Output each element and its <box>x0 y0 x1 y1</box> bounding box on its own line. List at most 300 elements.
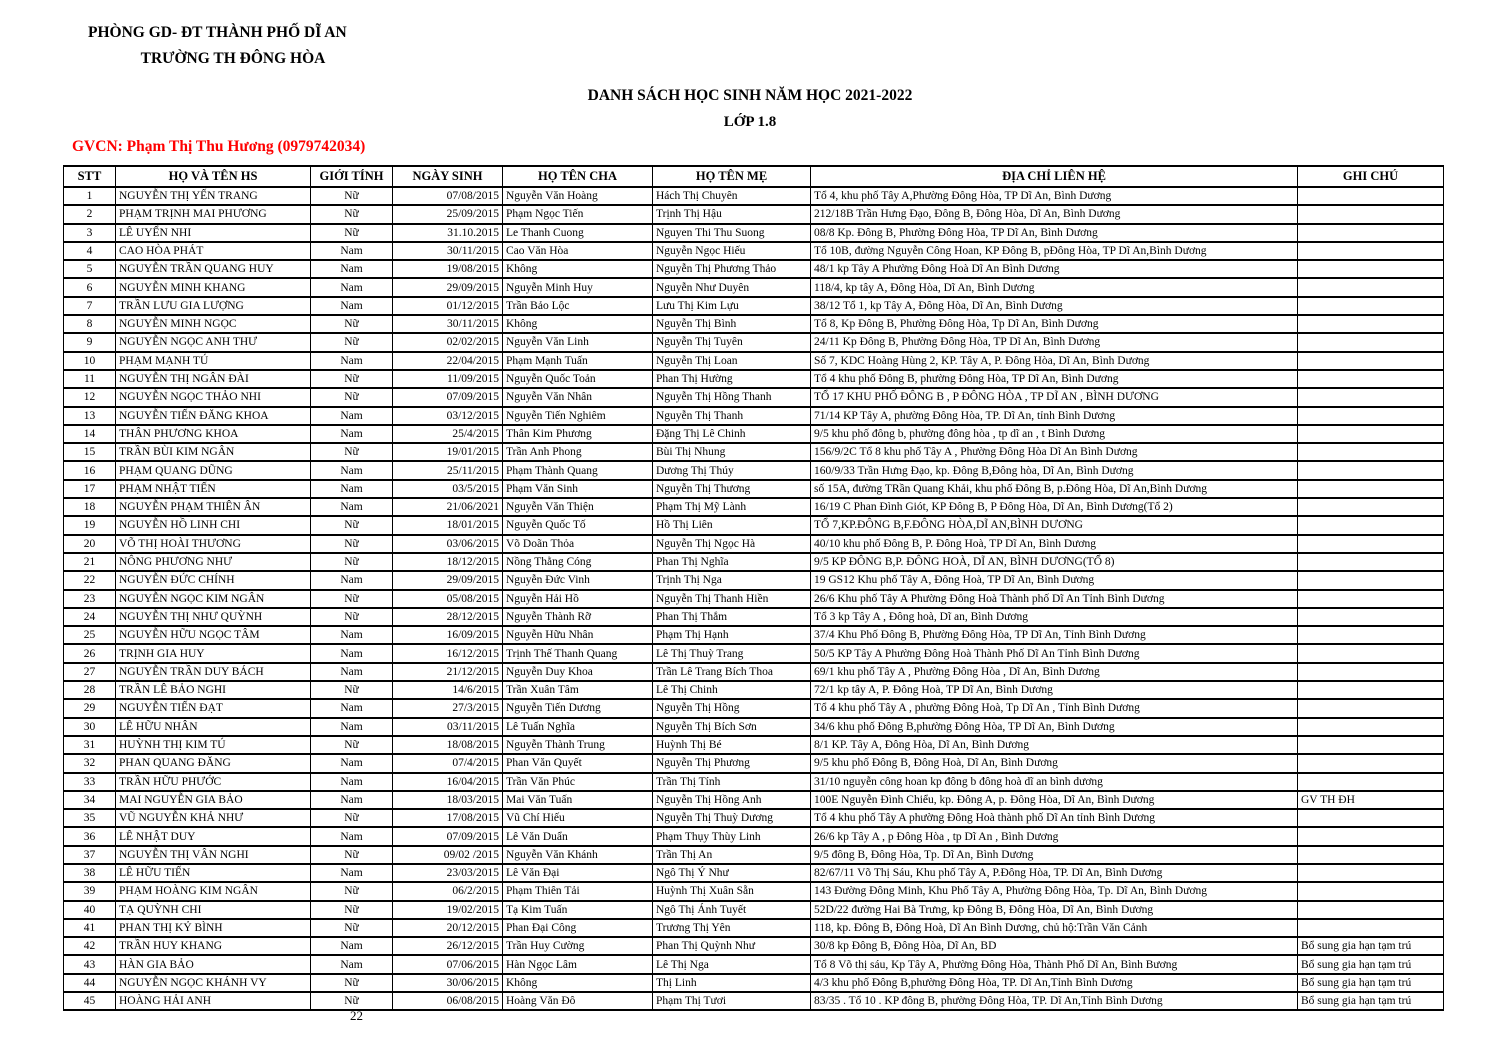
cell-student-name: NGUYỄN THỊ YẾN TRANG <box>116 187 311 205</box>
table-row <box>64 773 1444 791</box>
cell-address: 72/1 kp tây A, P. Đông Hoà, TP Dĩ An, Bình Dương <box>811 681 1298 699</box>
cell-address: 26/6 Khu phố Tây A Phường Đông Hoà Thành phố Dĩ An Tỉnh Bình Dương <box>811 590 1298 608</box>
cell-address: 4/3 khu phố Đông B,phường Đông Hòa, TP. Dĩ An,Tỉnh Bình Dương <box>811 974 1298 992</box>
cell-father-name: Hàn Ngọc Lâm <box>503 955 653 973</box>
cell-father-name: Phan Văn Quyết <box>503 754 653 772</box>
column-header-father-name: HỌ TÊN CHA <box>503 166 653 187</box>
cell-birthdate: 28/12/2015 <box>393 608 503 626</box>
cell-stt: 25 <box>64 626 116 644</box>
cell-note <box>1298 846 1444 864</box>
document-title: DANH SÁCH HỌC SINH NĂM HỌC 2021-2022 <box>587 87 913 104</box>
cell-mother-name: Phan Thị Nghĩa <box>653 553 811 571</box>
cell-birthdate: 17/08/2015 <box>393 809 503 827</box>
column-header-birthdate: NGÀY SINH <box>393 166 503 187</box>
cell-mother-name: Nguyễn Thị Thanh <box>653 407 811 425</box>
cell-address: Tổ 4, khu phố Tây A,Phường Đông Hòa, TP Dĩ An, Bình Dương <box>811 187 1298 205</box>
cell-note <box>1298 443 1444 461</box>
cell-father-name: Phạm Mạnh Tuấn <box>503 352 653 370</box>
cell-mother-name: Thị Linh <box>653 974 811 992</box>
cell-address: 83/35 . Tổ 10 . KP đông B, phường Đông Hòa, TP. Dĩ An,Tỉnh Bình Dương <box>811 992 1298 1010</box>
cell-note <box>1298 644 1444 662</box>
cell-father-name: Trần Anh Phong <box>503 443 653 461</box>
student-list-table <box>63 165 1444 1011</box>
cell-stt: 23 <box>64 590 116 608</box>
cell-stt: 36 <box>64 827 116 845</box>
cell-gender: Nam <box>311 352 393 370</box>
cell-address: 52D/22 đường Hai Bà Trưng, kp Đông B, Đông Hòa, Dĩ An, Bình Dương <box>811 901 1298 919</box>
cell-birthdate: 07/06/2015 <box>393 955 503 973</box>
cell-address: 69/1 khu phố Tây A , Phường Đông Hòa , Dĩ An, Bình Dương <box>811 663 1298 681</box>
cell-father-name: Nguyễn Thành Trung <box>503 736 653 754</box>
cell-mother-name: Nguyen Thi Thu Suong <box>653 224 811 242</box>
cell-birthdate: 25/11/2015 <box>393 461 503 479</box>
cell-stt: 32 <box>64 754 116 772</box>
cell-gender: Nam <box>311 297 393 315</box>
cell-address: 24/11 Kp Đông B, Phường Đông Hòa, TP Dĩ An, Bình Dương <box>811 333 1298 351</box>
cell-birthdate: 07/09/2015 <box>393 388 503 406</box>
cell-mother-name: Phan Thị Thắm <box>653 608 811 626</box>
cell-gender: Nữ <box>311 553 393 571</box>
cell-mother-name: Nguyễn Thị Hồng <box>653 699 811 717</box>
column-header-student-name: HỌ VÀ TÊN HS <box>116 166 311 187</box>
cell-note <box>1298 516 1444 534</box>
cell-gender: Nam <box>311 480 393 498</box>
cell-mother-name: Nguyễn Thị Tuyên <box>653 333 811 351</box>
cell-student-name: NGUYỄN NGỌC THẢO NHI <box>116 388 311 406</box>
table-row <box>64 224 1444 242</box>
cell-mother-name: Trịnh Thị Hậu <box>653 205 811 223</box>
cell-stt: 35 <box>64 809 116 827</box>
cell-stt: 31 <box>64 736 116 754</box>
cell-address: 156/9/2C Tổ 8 khu phố Tây A , Phường Đông Hòa Dĩ An Bình Dương <box>811 443 1298 461</box>
table-row <box>64 626 1444 644</box>
cell-student-name: NGUYỄN TRẦN QUANG HUY <box>116 260 311 278</box>
cell-gender: Nữ <box>311 608 393 626</box>
cell-address: 160/9/33 Trần Hưng Đạo, kp. Đông B,Đông hòa, Dĩ An, Bình Dương <box>811 461 1298 479</box>
cell-birthdate: 19/08/2015 <box>393 260 503 278</box>
document-title-block <box>0 88 1500 130</box>
cell-mother-name: Phan Thị Quỳnh Như <box>653 937 811 955</box>
cell-mother-name: Nguyễn Thị Thanh Hiền <box>653 590 811 608</box>
cell-father-name: Nguyễn Hữu Nhân <box>503 626 653 644</box>
cell-mother-name: Nguyễn Thị Thương <box>653 480 811 498</box>
cell-birthdate: 07/08/2015 <box>393 187 503 205</box>
cell-birthdate: 14/6/2015 <box>393 681 503 699</box>
cell-father-name: Nguyễn Hải Hồ <box>503 590 653 608</box>
cell-address: 30/8 kp Đông B, Đông Hòa, Dĩ An, BD <box>811 937 1298 955</box>
cell-stt: 17 <box>64 480 116 498</box>
cell-note <box>1298 388 1444 406</box>
table-row <box>64 535 1444 553</box>
table-row <box>64 461 1444 479</box>
cell-gender: Nam <box>311 242 393 260</box>
cell-note <box>1298 480 1444 498</box>
table-row <box>64 846 1444 864</box>
cell-student-name: NGUYỄN THỊ NHƯ QUỲNH <box>116 608 311 626</box>
cell-gender: Nữ <box>311 974 393 992</box>
cell-note <box>1298 425 1444 443</box>
table-row <box>64 498 1444 516</box>
cell-mother-name: Nguyễn Ngọc Hiếu <box>653 242 811 260</box>
cell-student-name: PHẠM TRỊNH MAI PHƯƠNG <box>116 205 311 223</box>
cell-address: TỔ 7,KP.ĐÔNG B,F.ĐÔNG HÒA,DĨ AN,BÌNH DƯƠNG <box>811 516 1298 534</box>
table-row <box>64 480 1444 498</box>
cell-birthdate: 07/09/2015 <box>393 827 503 845</box>
cell-stt: 5 <box>64 260 116 278</box>
cell-student-name: PHAN QUANG ĐĂNG <box>116 754 311 772</box>
cell-note <box>1298 461 1444 479</box>
cell-student-name: TRỊNH GIA HUY <box>116 644 311 662</box>
cell-mother-name: Đặng Thị Lê Chinh <box>653 425 811 443</box>
cell-birthdate: 03/06/2015 <box>393 535 503 553</box>
cell-father-name: Tạ Kim Tuấn <box>503 901 653 919</box>
cell-gender: Nữ <box>311 919 393 937</box>
cell-address: 38/12 Tổ 1, kp Tây A, Đông Hòa, Dĩ An, Bình Dương <box>811 297 1298 315</box>
cell-address: 50/5 KP Tây A Phường Đông Hoà Thành Phố Dĩ An Tỉnh Bình Dương <box>811 644 1298 662</box>
cell-note <box>1298 864 1444 882</box>
cell-stt: 26 <box>64 644 116 662</box>
cell-gender: Nữ <box>311 992 393 1010</box>
cell-father-name: Không <box>503 974 653 992</box>
cell-address: 9/5 khu phố Đông B, Đông Hoà, Dĩ An, Bình Dương <box>811 754 1298 772</box>
cell-father-name: Không <box>503 260 653 278</box>
table-header-row <box>64 166 1444 187</box>
cell-mother-name: Nguyễn Thị Bình <box>653 315 811 333</box>
cell-father-name: Không <box>503 315 653 333</box>
cell-stt: 20 <box>64 535 116 553</box>
cell-student-name: TRẦN BÙI KIM NGÂN <box>116 443 311 461</box>
cell-mother-name: Phan Thị Hường <box>653 370 811 388</box>
cell-address: 8/1 KP. Tây A, Đông Hòa, Dĩ An, Bình Dương <box>811 736 1298 754</box>
cell-address: Tổ 4 khu phố Tây A phường Đông Hoà thành phố Dĩ An tỉnh Bình Dương <box>811 809 1298 827</box>
cell-stt: 39 <box>64 882 116 900</box>
cell-address: Tổ 8, Kp Đông B, Phường Đông Hòa, Tp Dĩ An, Bình Dương <box>811 315 1298 333</box>
table-row <box>64 864 1444 882</box>
cell-student-name: NGUYỄN TIẾN ĐĂNG KHOA <box>116 407 311 425</box>
column-header-address: ĐỊA CHỈ LIÊN HỆ <box>811 166 1298 187</box>
cell-student-name: LÊ HỮU TIẾN <box>116 864 311 882</box>
table-row <box>64 297 1444 315</box>
cell-note <box>1298 407 1444 425</box>
cell-birthdate: 19/02/2015 <box>393 901 503 919</box>
cell-note <box>1298 571 1444 589</box>
cell-gender: Nam <box>311 718 393 736</box>
cell-birthdate: 30/06/2015 <box>393 974 503 992</box>
table-row <box>64 736 1444 754</box>
cell-address: 08/8 Kp. Đông B, Phường Đông Hòa, TP Dĩ An, Bình Dương <box>811 224 1298 242</box>
cell-father-name: Lê Văn Duẩn <box>503 827 653 845</box>
table-row <box>64 516 1444 534</box>
cell-mother-name: Ngô Thị Ý Như <box>653 864 811 882</box>
cell-student-name: PHẠM MẠNH TÚ <box>116 352 311 370</box>
cell-gender: Nam <box>311 407 393 425</box>
cell-mother-name: Phạm Thị Hạnh <box>653 626 811 644</box>
cell-stt: 40 <box>64 901 116 919</box>
cell-birthdate: 03/11/2015 <box>393 718 503 736</box>
cell-gender: Nữ <box>311 535 393 553</box>
cell-mother-name: Huỳnh Thị Bé <box>653 736 811 754</box>
cell-address: 16/19 C Phan Đình Giót, KP Đông B, P Đông Hòa, Dĩ An, Bình Dương(Tổ 2) <box>811 498 1298 516</box>
cell-stt: 24 <box>64 608 116 626</box>
cell-student-name: HOÀNG HẢI ANH <box>116 992 311 1010</box>
cell-birthdate: 01/12/2015 <box>393 297 503 315</box>
cell-father-name: Phạm Văn Sinh <box>503 480 653 498</box>
cell-note <box>1298 773 1444 791</box>
cell-birthdate: 30/11/2015 <box>393 315 503 333</box>
table-row <box>64 407 1444 425</box>
cell-note <box>1298 827 1444 845</box>
table-row <box>64 955 1444 973</box>
school-name: TRƯỜNG TH ĐÔNG HÒA <box>140 50 326 68</box>
cell-address: TỔ 17 KHU PHỐ ĐÔNG B , P ĐÔNG HÒA , TP DĨ AN , BÌNH DƯƠNG <box>811 388 1298 406</box>
cell-father-name: Phạm Thiên Tải <box>503 882 653 900</box>
cell-stt: 8 <box>64 315 116 333</box>
cell-stt: 34 <box>64 791 116 809</box>
cell-address: Tổ 3 kp Tây A , Đông hoà, Dĩ an, Bình Dương <box>811 608 1298 626</box>
cell-student-name: NGUYỄN MINH NGỌC <box>116 315 311 333</box>
cell-stt: 1 <box>64 187 116 205</box>
cell-address: 9/5 khu phố đông b, phường đông hòa , tp dĩ an , t Bình Dương <box>811 425 1298 443</box>
table-row <box>64 315 1444 333</box>
cell-gender: Nam <box>311 260 393 278</box>
cell-father-name: Nồng Thằng Cóng <box>503 553 653 571</box>
cell-address: 71/14 KP Tây A, phường Đông Hòa, TP. Dĩ An, tỉnh Bình Dương <box>811 407 1298 425</box>
table-row <box>64 590 1444 608</box>
cell-address: 37/4 Khu Phố Đông B, Phường Đông Hòa, TP Dĩ An, Tỉnh Bình Dương <box>811 626 1298 644</box>
cell-gender: Nữ <box>311 315 393 333</box>
cell-student-name: NGUYỄN NGỌC ANH THƯ <box>116 333 311 351</box>
cell-note <box>1298 681 1444 699</box>
cell-student-name: NGUYỄN HỒ LINH CHI <box>116 516 311 534</box>
cell-father-name: Phạm Ngọc Tiến <box>503 205 653 223</box>
cell-gender: Nữ <box>311 882 393 900</box>
cell-note <box>1298 315 1444 333</box>
cell-note: Bổ sung gia hạn tạm trú <box>1298 974 1444 992</box>
cell-gender: Nữ <box>311 205 393 223</box>
table-row <box>64 809 1444 827</box>
table-row <box>64 242 1444 260</box>
cell-gender: Nữ <box>311 333 393 351</box>
table-row <box>64 370 1444 388</box>
cell-gender: Nữ <box>311 681 393 699</box>
cell-mother-name: Huỳnh Thị Xuân Sẵn <box>653 882 811 900</box>
cell-gender: Nam <box>311 754 393 772</box>
cell-father-name: Trần Bảo Lộc <box>503 297 653 315</box>
cell-note <box>1298 370 1444 388</box>
cell-note <box>1298 333 1444 351</box>
cell-student-name: LÊ UYỂN NHI <box>116 224 311 242</box>
cell-birthdate: 30/11/2015 <box>393 242 503 260</box>
cell-father-name: Nguyễn Quốc Tố <box>503 516 653 534</box>
cell-note <box>1298 699 1444 717</box>
table-row <box>64 205 1444 223</box>
cell-stt: 2 <box>64 205 116 223</box>
cell-gender: Nữ <box>311 736 393 754</box>
cell-mother-name: Phạm Thụy Thùy Linh <box>653 827 811 845</box>
department-name: PHÒNG GD- ĐT THÀNH PHỐ DĨ AN <box>88 24 347 41</box>
cell-note <box>1298 535 1444 553</box>
column-header-stt: STT <box>64 166 116 187</box>
cell-address: Tổ 4 khu phố Tây A , phường Đông Hoà, Tp Dĩ An , Tỉnh Bình Dương <box>811 699 1298 717</box>
cell-gender: Nữ <box>311 901 393 919</box>
cell-student-name: PHẠM NHẬT TIẾN <box>116 480 311 498</box>
cell-gender: Nam <box>311 937 393 955</box>
cell-birthdate: 06/2/2015 <box>393 882 503 900</box>
cell-father-name: Võ Doãn Thỏa <box>503 535 653 553</box>
cell-father-name: Nguyễn Đức Vinh <box>503 571 653 589</box>
cell-father-name: Trần Văn Phúc <box>503 773 653 791</box>
table-row <box>64 260 1444 278</box>
cell-address: 143 Đường Đông Minh, Khu Phố Tây A, Phường Đông Hòa, Tp. Dĩ An, Bình Dương <box>811 882 1298 900</box>
cell-address: Số 7, KDC Hoàng Hùng 2, KP. Tây A, P. Đông Hòa, Dĩ An, Bình Dương <box>811 352 1298 370</box>
cell-stt: 43 <box>64 955 116 973</box>
cell-stt: 18 <box>64 498 116 516</box>
cell-stt: 21 <box>64 553 116 571</box>
cell-stt: 29 <box>64 699 116 717</box>
cell-student-name: NGUYỄN TIẾN ĐẠT <box>116 699 311 717</box>
cell-father-name: Thân Kim Phương <box>503 425 653 443</box>
cell-stt: 13 <box>64 407 116 425</box>
table-row <box>64 791 1444 809</box>
cell-student-name: NGUYỄN THỊ NGÂN ĐÀI <box>116 370 311 388</box>
cell-father-name: Trần Huy Cường <box>503 937 653 955</box>
cell-note <box>1298 242 1444 260</box>
cell-father-name: Lê Văn Đại <box>503 864 653 882</box>
cell-father-name: Nguyễn Văn Thiện <box>503 498 653 516</box>
cell-student-name: VÕ THỊ HOÀI THƯƠNG <box>116 535 311 553</box>
cell-mother-name: Lê Thị Chinh <box>653 681 811 699</box>
cell-father-name: Nguyễn Văn Linh <box>503 333 653 351</box>
cell-student-name: TRẦN LÊ BẢO NGHI <box>116 681 311 699</box>
cell-student-name: TRẦN HỮU PHƯỚC <box>116 773 311 791</box>
cell-note <box>1298 754 1444 772</box>
cell-birthdate: 09/02 /2015 <box>393 846 503 864</box>
cell-student-name: CAO HÒA PHÁT <box>116 242 311 260</box>
cell-student-name: LÊ NHẬT DUY <box>116 827 311 845</box>
cell-address: 118, kp. Đông B, Đông Hoà, Dĩ An Bình Dương, chủ hộ:Trần Văn Cảnh <box>811 919 1298 937</box>
cell-student-name: NGUYỄN MINH KHANG <box>116 278 311 296</box>
cell-note <box>1298 260 1444 278</box>
cell-stt: 16 <box>64 461 116 479</box>
cell-stt: 3 <box>64 224 116 242</box>
cell-student-name: LÊ HỮU NHÂN <box>116 718 311 736</box>
table-row <box>64 901 1444 919</box>
cell-father-name: Nguyễn Văn Khánh <box>503 846 653 864</box>
cell-gender: Nam <box>311 955 393 973</box>
cell-student-name: HÀN GIA BẢO <box>116 955 311 973</box>
cell-mother-name: Lê Thị Nga <box>653 955 811 973</box>
cell-mother-name: Nguyễn Thị Ngọc Hà <box>653 535 811 553</box>
cell-stt: 7 <box>64 297 116 315</box>
cell-stt: 41 <box>64 919 116 937</box>
cell-mother-name: Nguyễn Thị Loan <box>653 352 811 370</box>
cell-note <box>1298 882 1444 900</box>
cell-gender: Nữ <box>311 516 393 534</box>
column-header-mother-name: HỌ TÊN MẸ <box>653 166 811 187</box>
table-row <box>64 937 1444 955</box>
cell-birthdate: 18/12/2015 <box>393 553 503 571</box>
table-row <box>64 644 1444 662</box>
cell-birthdate: 16/12/2015 <box>393 644 503 662</box>
cell-student-name: PHẠM QUANG DŨNG <box>116 461 311 479</box>
cell-note <box>1298 663 1444 681</box>
table-row <box>64 553 1444 571</box>
table-row <box>64 388 1444 406</box>
cell-mother-name: Bùi Thị Nhung <box>653 443 811 461</box>
cell-mother-name: Trần Thị Tính <box>653 773 811 791</box>
cell-note <box>1298 297 1444 315</box>
table-row <box>64 718 1444 736</box>
cell-gender: Nam <box>311 644 393 662</box>
cell-gender: Nữ <box>311 388 393 406</box>
cell-note <box>1298 498 1444 516</box>
cell-note <box>1298 187 1444 205</box>
cell-birthdate: 19/01/2015 <box>393 443 503 461</box>
cell-birthdate: 07/4/2015 <box>393 754 503 772</box>
table-row <box>64 681 1444 699</box>
cell-mother-name: Phạm Thị Mỹ Lành <box>653 498 811 516</box>
cell-gender: Nam <box>311 773 393 791</box>
cell-father-name: Nguyễn Minh Huy <box>503 278 653 296</box>
cell-gender: Nam <box>311 791 393 809</box>
cell-address: 118/4, kp tây A, Đông Hòa, Dĩ An, Bình Dương <box>811 278 1298 296</box>
cell-birthdate: 31.10.2015 <box>393 224 503 242</box>
table-row <box>64 919 1444 937</box>
table-row <box>64 571 1444 589</box>
cell-father-name: Trịnh Thế Thanh Quang <box>503 644 653 662</box>
cell-father-name: Lê Tuấn Nghĩa <box>503 718 653 736</box>
cell-stt: 37 <box>64 846 116 864</box>
cell-father-name: Le Thanh Cuong <box>503 224 653 242</box>
cell-note: Bổ sung gia hạn tạm trú <box>1298 955 1444 973</box>
cell-gender: Nam <box>311 278 393 296</box>
table-row <box>64 352 1444 370</box>
cell-birthdate: 21/06/2021 <box>393 498 503 516</box>
column-header-note: GHI CHÚ <box>1298 166 1444 187</box>
cell-birthdate: 05/08/2015 <box>393 590 503 608</box>
cell-birthdate: 23/03/2015 <box>393 864 503 882</box>
cell-father-name: Trần Xuân Tâm <box>503 681 653 699</box>
cell-father-name: Nguyễn Tiến Dương <box>503 699 653 717</box>
cell-address: 212/18B Trần Hưng Đạo, Đông B, Đông Hòa, Dĩ An, Bình Dương <box>811 205 1298 223</box>
cell-stt: 10 <box>64 352 116 370</box>
table-row <box>64 333 1444 351</box>
table-row <box>64 992 1444 1010</box>
cell-student-name: NGUYỄN NGỌC KIM NGÂN <box>116 590 311 608</box>
cell-address: 40/10 khu phố Đông B, P. Đông Hoà, TP Dĩ An, Bình Dương <box>811 535 1298 553</box>
cell-mother-name: Hồ Thị Liên <box>653 516 811 534</box>
cell-address: 48/1 kp Tây A Phường Đông Hoà Dĩ An Bình Dương <box>811 260 1298 278</box>
cell-father-name: Nguyễn Duy Khoa <box>503 663 653 681</box>
cell-note <box>1298 205 1444 223</box>
cell-birthdate: 25/09/2015 <box>393 205 503 223</box>
cell-father-name: Phan Đại Công <box>503 919 653 937</box>
cell-note <box>1298 626 1444 644</box>
cell-address: Tổ 10B, đường Nguyễn Công Hoan, KP Đông B, pĐông Hòa, TP Dĩ An,Bình Dương <box>811 242 1298 260</box>
cell-father-name: Nguyễn Văn Nhân <box>503 388 653 406</box>
cell-stt: 12 <box>64 388 116 406</box>
cell-student-name: TẠ QUỲNH CHI <box>116 901 311 919</box>
cell-birthdate: 16/04/2015 <box>393 773 503 791</box>
cell-student-name: PHAN THỊ KỶ BÌNH <box>116 919 311 937</box>
cell-mother-name: Trương Thị Yên <box>653 919 811 937</box>
cell-student-name: NÔNG PHƯƠNG NHƯ <box>116 553 311 571</box>
cell-mother-name: Hách Thị Chuyên <box>653 187 811 205</box>
cell-father-name: Nguyễn Tiến Nghiêm <box>503 407 653 425</box>
table-body <box>64 187 1444 1010</box>
cell-birthdate: 16/09/2015 <box>393 626 503 644</box>
cell-mother-name: Ngô Thị Ánh Tuyết <box>653 901 811 919</box>
